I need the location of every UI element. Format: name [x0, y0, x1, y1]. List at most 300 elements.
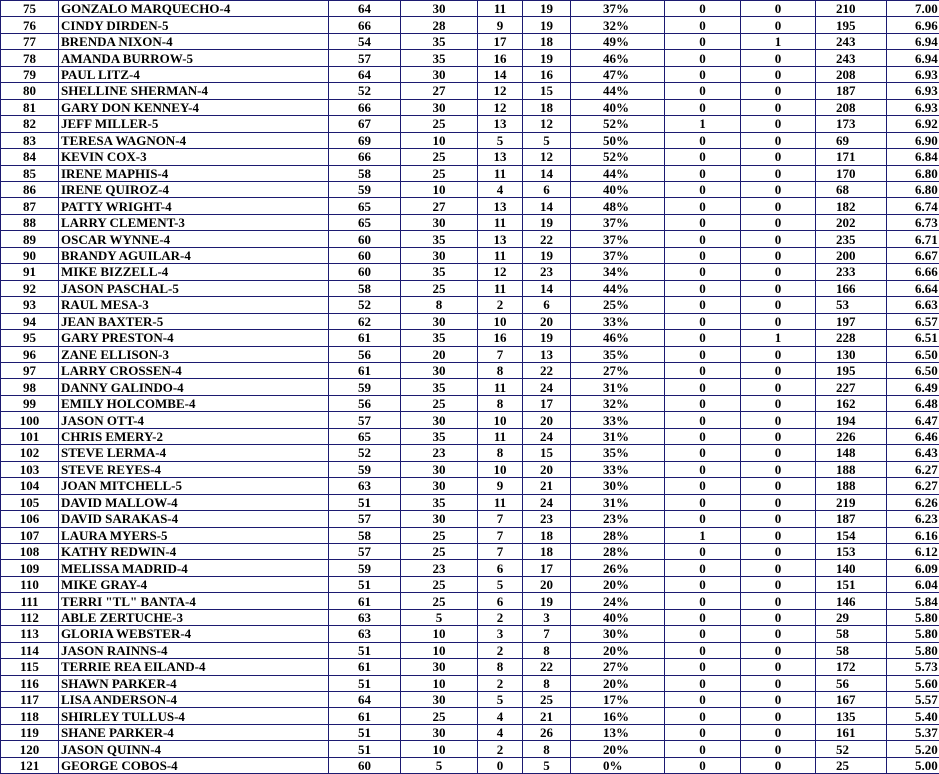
games-cell: 51	[329, 576, 401, 592]
games-cell: 60	[329, 247, 401, 263]
rank-cell: 116	[1, 675, 59, 691]
lost-cell: 3	[523, 609, 571, 625]
played-cell: 30	[401, 99, 478, 115]
average-cell: 6.49	[887, 379, 939, 395]
total-cell: 195	[816, 362, 887, 378]
player-name-cell: AMANDA BURROW-5	[59, 50, 329, 66]
win-percent-cell: 23%	[571, 511, 665, 527]
win-percent-cell: 40%	[571, 609, 665, 625]
total-cell: 130	[816, 346, 887, 362]
played-cell: 10	[401, 642, 478, 658]
games-cell: 60	[329, 264, 401, 280]
stat-b-cell: 0	[741, 313, 816, 329]
average-cell: 6.23	[887, 511, 939, 527]
total-cell: 208	[816, 66, 887, 82]
stat-b-cell: 0	[741, 527, 816, 543]
average-cell: 6.12	[887, 543, 939, 559]
player-name-cell: MIKE BIZZELL-4	[59, 264, 329, 280]
stat-b-cell: 0	[741, 198, 816, 214]
won-cell: 12	[478, 99, 523, 115]
average-cell: 6.50	[887, 362, 939, 378]
won-cell: 10	[478, 313, 523, 329]
average-cell: 6.67	[887, 247, 939, 263]
stat-a-cell: 0	[665, 346, 741, 362]
player-name-cell: DAVID MALLOW-4	[59, 494, 329, 510]
lost-cell: 20	[523, 576, 571, 592]
won-cell: 10	[478, 461, 523, 477]
lost-cell: 19	[523, 50, 571, 66]
average-cell: 6.66	[887, 264, 939, 280]
player-name-cell: STEVE REYES-4	[59, 461, 329, 477]
total-cell: 135	[816, 708, 887, 724]
average-cell: 5.37	[887, 724, 939, 740]
total-cell: 52	[816, 741, 887, 757]
stat-a-cell: 0	[665, 560, 741, 576]
win-percent-cell: 31%	[571, 494, 665, 510]
table-row	[1, 659, 939, 675]
table-row	[1, 247, 939, 263]
won-cell: 11	[478, 247, 523, 263]
average-cell: 6.92	[887, 116, 939, 132]
win-percent-cell: 37%	[571, 214, 665, 230]
won-cell: 14	[478, 66, 523, 82]
stat-a-cell: 0	[665, 692, 741, 708]
rank-cell: 110	[1, 576, 59, 592]
played-cell: 5	[401, 609, 478, 625]
total-cell: 188	[816, 478, 887, 494]
won-cell: 4	[478, 708, 523, 724]
played-cell: 35	[401, 50, 478, 66]
win-percent-cell: 35%	[571, 445, 665, 461]
win-percent-cell: 24%	[571, 593, 665, 609]
table-row	[1, 149, 939, 165]
total-cell: 243	[816, 33, 887, 49]
played-cell: 30	[401, 659, 478, 675]
games-cell: 57	[329, 50, 401, 66]
games-cell: 59	[329, 560, 401, 576]
stat-b-cell: 0	[741, 66, 816, 82]
stat-a-cell: 0	[665, 198, 741, 214]
lost-cell: 21	[523, 478, 571, 494]
player-name-cell: TERRI "TL" BANTA-4	[59, 593, 329, 609]
won-cell: 13	[478, 116, 523, 132]
won-cell: 3	[478, 626, 523, 642]
games-cell: 65	[329, 198, 401, 214]
stat-a-cell: 0	[665, 494, 741, 510]
played-cell: 25	[401, 527, 478, 543]
rank-cell: 112	[1, 609, 59, 625]
played-cell: 25	[401, 395, 478, 411]
stat-b-cell: 0	[741, 708, 816, 724]
rank-cell: 78	[1, 50, 59, 66]
stat-a-cell: 0	[665, 50, 741, 66]
rank-cell: 83	[1, 132, 59, 148]
total-cell: 171	[816, 149, 887, 165]
played-cell: 35	[401, 428, 478, 444]
stat-a-cell: 0	[665, 330, 741, 346]
stat-a-cell: 0	[665, 214, 741, 230]
played-cell: 25	[401, 165, 478, 181]
games-cell: 60	[329, 757, 401, 773]
player-name-cell: KATHY REDWIN-4	[59, 543, 329, 559]
lost-cell: 14	[523, 165, 571, 181]
games-cell: 64	[329, 1, 401, 17]
games-cell: 58	[329, 165, 401, 181]
rank-cell: 97	[1, 362, 59, 378]
stat-a-cell: 0	[665, 99, 741, 115]
stat-b-cell: 0	[741, 83, 816, 99]
rank-cell: 79	[1, 66, 59, 82]
table-row	[1, 132, 939, 148]
win-percent-cell: 52%	[571, 116, 665, 132]
stat-b-cell: 0	[741, 478, 816, 494]
total-cell: 68	[816, 181, 887, 197]
played-cell: 35	[401, 33, 478, 49]
lost-cell: 18	[523, 99, 571, 115]
player-name-cell: DAVID SARAKAS-4	[59, 511, 329, 527]
stat-a-cell: 0	[665, 132, 741, 148]
player-name-cell: PAUL LITZ-4	[59, 66, 329, 82]
table-row	[1, 461, 939, 477]
games-cell: 65	[329, 428, 401, 444]
rank-cell: 111	[1, 593, 59, 609]
stat-a-cell: 0	[665, 543, 741, 559]
lost-cell: 17	[523, 560, 571, 576]
win-percent-cell: 40%	[571, 181, 665, 197]
stat-a-cell: 0	[665, 593, 741, 609]
played-cell: 20	[401, 346, 478, 362]
total-cell: 202	[816, 214, 887, 230]
stat-a-cell: 0	[665, 231, 741, 247]
total-cell: 146	[816, 593, 887, 609]
win-percent-cell: 13%	[571, 724, 665, 740]
stat-b-cell: 0	[741, 543, 816, 559]
played-cell: 28	[401, 17, 478, 33]
total-cell: 228	[816, 330, 887, 346]
player-name-cell: JASON PASCHAL-5	[59, 280, 329, 296]
player-name-cell: CHRIS EMERY-2	[59, 428, 329, 444]
won-cell: 13	[478, 149, 523, 165]
average-cell: 5.80	[887, 609, 939, 625]
stat-b-cell: 0	[741, 297, 816, 313]
win-percent-cell: 44%	[571, 280, 665, 296]
win-percent-cell: 27%	[571, 362, 665, 378]
won-cell: 7	[478, 346, 523, 362]
lost-cell: 6	[523, 297, 571, 313]
won-cell: 11	[478, 428, 523, 444]
total-cell: 140	[816, 560, 887, 576]
played-cell: 25	[401, 543, 478, 559]
player-name-cell: SHIRLEY TULLUS-4	[59, 708, 329, 724]
played-cell: 25	[401, 708, 478, 724]
stat-b-cell: 0	[741, 642, 816, 658]
games-cell: 57	[329, 511, 401, 527]
table-row	[1, 280, 939, 296]
stat-b-cell: 1	[741, 33, 816, 49]
rank-cell: 77	[1, 33, 59, 49]
table-row	[1, 741, 939, 757]
lost-cell: 20	[523, 313, 571, 329]
lost-cell: 24	[523, 379, 571, 395]
lost-cell: 22	[523, 659, 571, 675]
won-cell: 16	[478, 330, 523, 346]
rank-cell: 109	[1, 560, 59, 576]
stat-a-cell: 0	[665, 757, 741, 773]
played-cell: 30	[401, 214, 478, 230]
lost-cell: 18	[523, 543, 571, 559]
rank-cell: 82	[1, 116, 59, 132]
table-row	[1, 99, 939, 115]
games-cell: 63	[329, 626, 401, 642]
player-name-cell: SHELLINE SHERMAN-4	[59, 83, 329, 99]
lost-cell: 5	[523, 757, 571, 773]
games-cell: 51	[329, 741, 401, 757]
average-cell: 6.43	[887, 445, 939, 461]
table-row	[1, 50, 939, 66]
average-cell: 6.46	[887, 428, 939, 444]
average-cell: 6.09	[887, 560, 939, 576]
table-row	[1, 724, 939, 740]
table-row	[1, 165, 939, 181]
won-cell: 7	[478, 511, 523, 527]
lost-cell: 18	[523, 33, 571, 49]
total-cell: 56	[816, 675, 887, 691]
average-cell: 6.50	[887, 346, 939, 362]
win-percent-cell: 49%	[571, 33, 665, 49]
win-percent-cell: 28%	[571, 527, 665, 543]
win-percent-cell: 17%	[571, 692, 665, 708]
stat-b-cell: 0	[741, 181, 816, 197]
table-row	[1, 560, 939, 576]
player-name-cell: LAURA MYERS-5	[59, 527, 329, 543]
stat-b-cell: 0	[741, 593, 816, 609]
lost-cell: 19	[523, 247, 571, 263]
games-cell: 61	[329, 659, 401, 675]
games-cell: 56	[329, 395, 401, 411]
played-cell: 35	[401, 264, 478, 280]
games-cell: 51	[329, 675, 401, 691]
rank-cell: 113	[1, 626, 59, 642]
rank-cell: 105	[1, 494, 59, 510]
average-cell: 6.51	[887, 330, 939, 346]
rank-cell: 115	[1, 659, 59, 675]
win-percent-cell: 47%	[571, 66, 665, 82]
stat-b-cell: 0	[741, 149, 816, 165]
games-cell: 65	[329, 214, 401, 230]
win-percent-cell: 16%	[571, 708, 665, 724]
total-cell: 58	[816, 626, 887, 642]
won-cell: 0	[478, 757, 523, 773]
table-row	[1, 692, 939, 708]
stat-a-cell: 0	[665, 478, 741, 494]
won-cell: 7	[478, 527, 523, 543]
games-cell: 52	[329, 297, 401, 313]
games-cell: 59	[329, 461, 401, 477]
won-cell: 8	[478, 445, 523, 461]
played-cell: 10	[401, 626, 478, 642]
won-cell: 2	[478, 675, 523, 691]
lost-cell: 22	[523, 231, 571, 247]
stat-a-cell: 0	[665, 149, 741, 165]
stat-a-cell: 0	[665, 461, 741, 477]
total-cell: 25	[816, 757, 887, 773]
average-cell: 6.90	[887, 132, 939, 148]
table-row	[1, 198, 939, 214]
won-cell: 9	[478, 478, 523, 494]
total-cell: 188	[816, 461, 887, 477]
player-name-cell: BRENDA NIXON-4	[59, 33, 329, 49]
average-cell: 5.57	[887, 692, 939, 708]
average-cell: 6.93	[887, 99, 939, 115]
rank-cell: 87	[1, 198, 59, 214]
player-name-cell: JASON OTT-4	[59, 412, 329, 428]
played-cell: 25	[401, 149, 478, 165]
won-cell: 7	[478, 543, 523, 559]
player-name-cell: IRENE QUIROZ-4	[59, 181, 329, 197]
table-row	[1, 527, 939, 543]
played-cell: 5	[401, 757, 478, 773]
played-cell: 30	[401, 511, 478, 527]
stat-b-cell: 0	[741, 560, 816, 576]
table-row	[1, 1, 939, 17]
lost-cell: 21	[523, 708, 571, 724]
played-cell: 23	[401, 560, 478, 576]
games-cell: 58	[329, 280, 401, 296]
total-cell: 182	[816, 198, 887, 214]
table-row	[1, 511, 939, 527]
total-cell: 194	[816, 412, 887, 428]
win-percent-cell: 35%	[571, 346, 665, 362]
won-cell: 11	[478, 280, 523, 296]
stat-a-cell: 0	[665, 741, 741, 757]
lost-cell: 19	[523, 17, 571, 33]
lost-cell: 19	[523, 593, 571, 609]
games-cell: 61	[329, 362, 401, 378]
total-cell: 210	[816, 1, 887, 17]
won-cell: 13	[478, 231, 523, 247]
average-cell: 6.27	[887, 478, 939, 494]
win-percent-cell: 25%	[571, 297, 665, 313]
played-cell: 25	[401, 116, 478, 132]
stat-a-cell: 0	[665, 659, 741, 675]
played-cell: 35	[401, 231, 478, 247]
win-percent-cell: 32%	[571, 395, 665, 411]
rank-cell: 91	[1, 264, 59, 280]
win-percent-cell: 33%	[571, 412, 665, 428]
stat-a-cell: 0	[665, 576, 741, 592]
stat-a-cell: 0	[665, 362, 741, 378]
win-percent-cell: 33%	[571, 313, 665, 329]
average-cell: 5.80	[887, 626, 939, 642]
standings-rows	[1, 1, 939, 774]
rank-cell: 98	[1, 379, 59, 395]
player-name-cell: ABLE ZERTUCHE-3	[59, 609, 329, 625]
rank-cell: 118	[1, 708, 59, 724]
average-cell: 6.04	[887, 576, 939, 592]
stat-a-cell: 0	[665, 66, 741, 82]
win-percent-cell: 28%	[571, 543, 665, 559]
stat-b-cell: 0	[741, 132, 816, 148]
stat-a-cell: 0	[665, 83, 741, 99]
win-percent-cell: 52%	[571, 149, 665, 165]
won-cell: 5	[478, 692, 523, 708]
average-cell: 6.63	[887, 297, 939, 313]
table-row	[1, 66, 939, 82]
lost-cell: 14	[523, 280, 571, 296]
games-cell: 59	[329, 181, 401, 197]
lost-cell: 5	[523, 132, 571, 148]
played-cell: 27	[401, 198, 478, 214]
player-name-cell: JOAN MITCHELL-5	[59, 478, 329, 494]
rank-cell: 106	[1, 511, 59, 527]
player-name-cell: KEVIN COX-3	[59, 149, 329, 165]
lost-cell: 26	[523, 724, 571, 740]
average-cell: 6.57	[887, 313, 939, 329]
player-name-cell: EMILY HOLCOMBE-4	[59, 395, 329, 411]
lost-cell: 14	[523, 198, 571, 214]
rank-cell: 92	[1, 280, 59, 296]
stat-b-cell: 0	[741, 395, 816, 411]
average-cell: 6.93	[887, 66, 939, 82]
games-cell: 63	[329, 478, 401, 494]
table-row	[1, 609, 939, 625]
stat-b-cell: 0	[741, 675, 816, 691]
games-cell: 69	[329, 132, 401, 148]
won-cell: 2	[478, 609, 523, 625]
win-percent-cell: 31%	[571, 428, 665, 444]
table-row	[1, 494, 939, 510]
rank-cell: 108	[1, 543, 59, 559]
player-name-cell: STEVE LERMA-4	[59, 445, 329, 461]
win-percent-cell: 44%	[571, 83, 665, 99]
stat-a-cell: 0	[665, 379, 741, 395]
table-row	[1, 214, 939, 230]
stat-b-cell: 0	[741, 99, 816, 115]
total-cell: 195	[816, 17, 887, 33]
total-cell: 235	[816, 231, 887, 247]
player-name-cell: SHAWN PARKER-4	[59, 675, 329, 691]
table-row	[1, 181, 939, 197]
average-cell: 7.00	[887, 1, 939, 17]
average-cell: 6.27	[887, 461, 939, 477]
lost-cell: 8	[523, 741, 571, 757]
stat-b-cell: 0	[741, 247, 816, 263]
stat-b-cell: 0	[741, 116, 816, 132]
lost-cell: 16	[523, 66, 571, 82]
player-name-cell: LARRY CROSSEN-4	[59, 362, 329, 378]
win-percent-cell: 32%	[571, 17, 665, 33]
lost-cell: 8	[523, 675, 571, 691]
table-row	[1, 231, 939, 247]
games-cell: 57	[329, 543, 401, 559]
player-name-cell: JEAN BAXTER-5	[59, 313, 329, 329]
lost-cell: 24	[523, 494, 571, 510]
games-cell: 63	[329, 609, 401, 625]
played-cell: 10	[401, 181, 478, 197]
games-cell: 52	[329, 445, 401, 461]
average-cell: 6.80	[887, 165, 939, 181]
lost-cell: 17	[523, 395, 571, 411]
stat-b-cell: 0	[741, 724, 816, 740]
stat-a-cell: 0	[665, 675, 741, 691]
table-row	[1, 346, 939, 362]
stat-a-cell: 0	[665, 626, 741, 642]
won-cell: 2	[478, 741, 523, 757]
played-cell: 30	[401, 692, 478, 708]
average-cell: 5.80	[887, 642, 939, 658]
lost-cell: 19	[523, 1, 571, 17]
stat-b-cell: 0	[741, 741, 816, 757]
